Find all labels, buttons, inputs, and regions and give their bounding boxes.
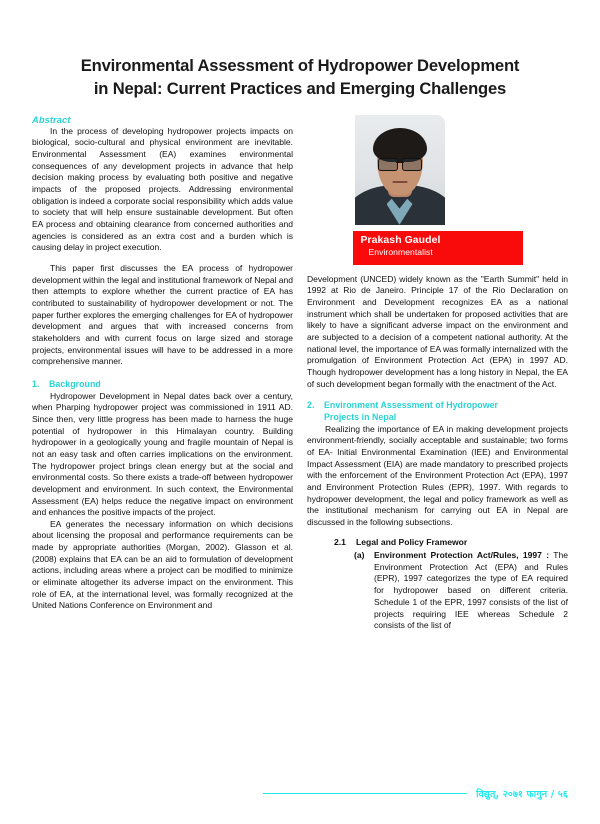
assessment-paragraph-1: Realizing the importance of EA in making development projects environment-friendly, socially acceptable and sustainable; two forms of EA- Initial Environmental Examination (IEE) and Environmental Impact Assessment (EIA) are made mandatory to prescribed projects with the enforcement of the Environment Protection Act (EPA), 1997 and Environment Protection Rules (EPR), 1997. With regards to hydropower development, the legal and policy framework as well as the institutional mechanism for carrying out EA in Nepal are discussed in the following subsections.	[307, 423, 568, 527]
subsection-item-text	[374, 550, 568, 632]
abstract-paragraph-1: In the process of developing hydropower projects impacts on biological, socio-cultural and physical environment are inevitable. Environmental Assessment (EA) examines environmental consequences of any development projects in advance that help decision making process by evaluating both positive and negative impacts of the proposed projects. Addressing environmental obligation is indeed a corporate social responsibility which adds value to society that will help ensure sustainable development. But often EA process and obtaining clearance from concerned authorities and agencies is considered as an extra cost and a burden which is causing delay in project execution.	[32, 125, 293, 253]
abstract-label: Abstract	[32, 114, 71, 125]
section-number-1: 1.	[32, 378, 40, 389]
page-footer	[32, 787, 568, 800]
subsection-item-marker: (a)	[354, 550, 365, 561]
page-title	[32, 55, 568, 101]
glasses-icon	[377, 158, 423, 169]
footer-text: विद्युत्, २०७१ फागुन / ५६	[476, 789, 568, 800]
right-column	[307, 115, 568, 632]
subsection-item-bold: Environment Protection Act/Rules, 1997 :	[374, 550, 550, 561]
section-heading-background	[32, 379, 293, 391]
section-title-2-line-1: Environment Assessment of Hydropower	[324, 400, 499, 411]
section-heading-assessment	[307, 400, 568, 423]
title-line-1: Environmental Assessment of Hydropower Development	[80, 56, 520, 75]
subsection-title-2-1: Legal and Policy Framewor	[356, 537, 468, 548]
author-role: Environmentalist	[368, 247, 433, 258]
title-line-2: in Nepal: Current Practices and Emerging Challenges	[93, 78, 507, 98]
section-title-2-line-2: Projects in Nepal	[324, 411, 397, 422]
section-title-1: Background	[49, 378, 101, 389]
subsection-number-2-1: 2.1	[334, 537, 346, 548]
left-column	[32, 115, 293, 612]
background-paragraph-1: Hydropower Development in Nepal dates back over a century, when Pharping hydropower project was commissioned in 1911 AD. Since then, very little progress has been made to harness the huge potential of hydropower in this Himalayan country. Building hydropower in a geologically young and fragile mountain of Nepal is not an easy task and often carries implications on the environment. The hydropower project brings clean energy but at the social and environmental costs. So there exists a trade-off between hydropower development and environment. In such context, the Environmental Assessment (EA) helps reduce the negative impact on environment and enhances the positive impacts of the project.	[32, 390, 293, 518]
section-number-2: 2.	[307, 400, 315, 411]
abstract-paragraph-2: This paper first discusses the EA process of hydropower development within the legal and institutional framework of Nepal and then attempts to explore whether the current practice of EA has contributed to sustainability of hydropower development or not. The paper further explores the emerging challenges for EA of hydropower development and argues that with increased concerns from stakeholders and with current focus on large sized and storage projects, environmental issues will have to be addressed in a more comprehensive manner.	[32, 263, 293, 367]
footer-rule	[263, 793, 467, 795]
author-photo	[355, 115, 445, 225]
photo-hair	[373, 128, 427, 162]
subsection-item-body: The Environment Protection Act (EPA) and Rules (EPR), 1997 categorizes the type of EA required for hydropower based on different criteria. Schedule 1 of the EPR, 1997 consists of the list of projects requiring IEE whereas Schedule 2 consists of the list of	[374, 550, 568, 631]
two-column-body	[32, 115, 568, 632]
subsection-item-a	[307, 550, 568, 632]
background-paragraph-2: EA generates the necessary information on which decisions about licensing the proposal and performance requirements can be made by appropriate authorities (Morgan, 2002). Glasson et al. (2008) explains that EA can be an aid to formulation of development actions, including areas where a project can be modified to minimize or eliminate altogether its adverse impact on the environment. This role of EA, at the international level, was formally recognized at the United Nations Conference on Environment and	[32, 518, 293, 611]
background-paragraph-2-continued: Development (UNCED) widely known as the "Earth Summit" held in 1992 at Rio de Janeiro. Principle 17 of the Rio Declaration on Environment and Development recognizes EA as a national instrument which shall be undertaken for proposed activities that are likely to have a significant adverse impact on the environment and are subjected to a decision of a competent national authority. At the national level, the importance of EA was formally internalized with the promulgation of Environment Protection Act (EPA) in 1997 AD. Though hydropower development has a long history in Nepal, the EA of such development began formally with the enactment of the Act.	[307, 273, 568, 389]
subsection-heading-2-1	[307, 537, 568, 549]
author-name: Prakash Gaudel	[360, 234, 441, 246]
author-card	[353, 115, 523, 265]
author-caption-bar	[353, 231, 523, 265]
